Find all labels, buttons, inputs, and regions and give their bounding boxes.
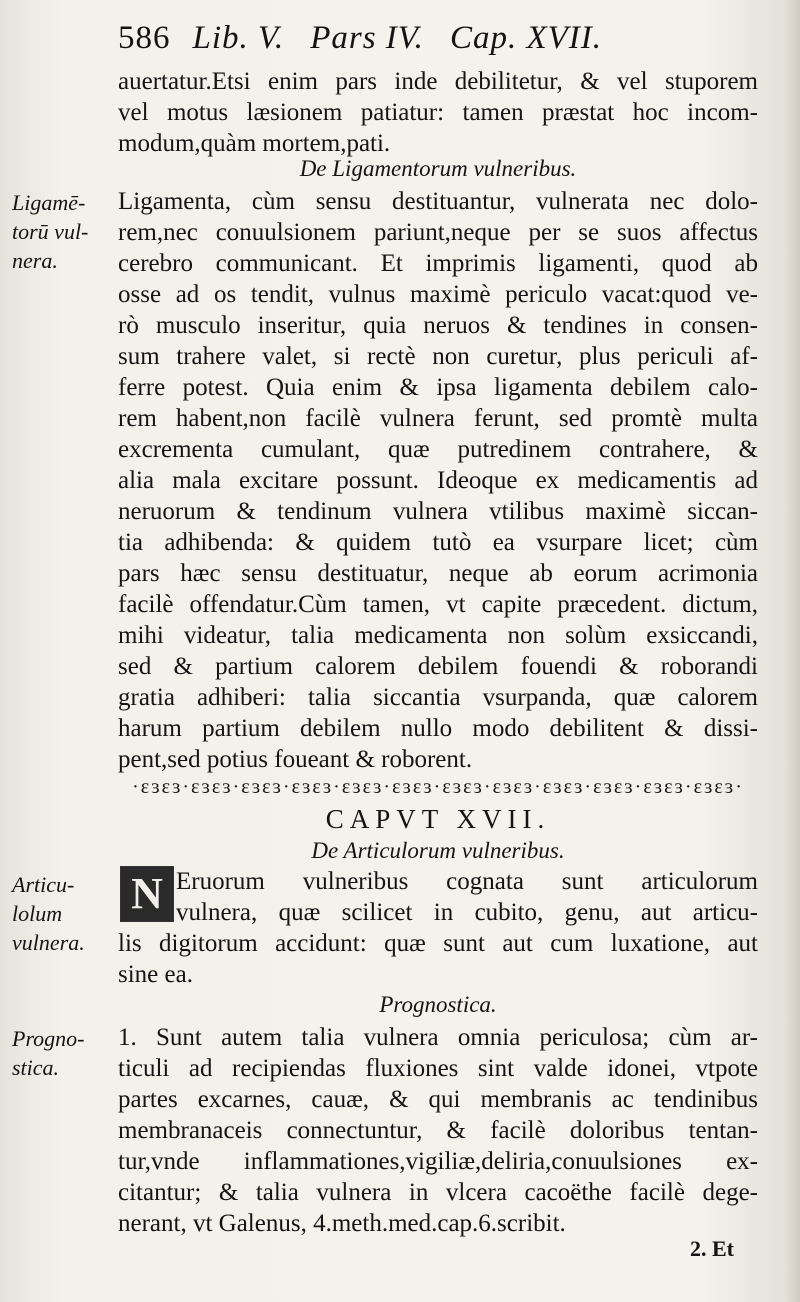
text-line: vulnera, quæ scilicet in cubito, genu, aut articu- [176, 899, 758, 926]
text-line: sed & partium calorem debilem fouendi & roborandi [118, 653, 758, 680]
running-head-part: Pars IV. [310, 20, 424, 56]
paragraph-continuation [118, 66, 758, 159]
paragraph-joints [118, 928, 758, 990]
text-line: pent,sed potius foueant & roborent. [118, 746, 473, 773]
text-line: Ligamenta, cùm sensu destituantur, vulnerata nec dolo- [118, 188, 758, 215]
text-line: alia mala excitare possunt. Ideoque ex medicamentis ad [118, 467, 758, 494]
text-line: 1. Sunt autem talia vulnera omnia periculosa; cùm ar- [118, 1024, 758, 1051]
chapter-subtitle: De Articulorum vulneribus. [311, 838, 565, 863]
text-line: rem habent,non facilè vulnera ferunt, sed promtè multa [118, 405, 758, 432]
margin-note-line: vulnera. [12, 930, 85, 955]
text-line: rò musculo inseritur, quia neruos & tendines in consen- [118, 312, 758, 339]
text-line: partes excarnes, cauæ, & qui membranis ac tendinibus [118, 1086, 758, 1113]
catchword: 2. Et [690, 1236, 734, 1261]
text-line: sum trahere valet, si rectè non curetur, plus periculi af- [118, 343, 758, 370]
text-line: modum,quàm mortem,pati. [118, 130, 391, 157]
text-line: vel motus læsionem patiatur: tamen præstat hoc incom- [118, 99, 758, 126]
margin-note-line: lolum [12, 901, 63, 926]
drop-cap: N [120, 866, 174, 922]
text-line: mihi videatur, talia medicamenta non solùm exsiccandi, [118, 622, 758, 649]
running-head-book: Lib. V. [192, 20, 285, 56]
text-line: ferre potest. Quia enim & ipsa ligamenta debilem calo- [118, 374, 758, 401]
text-line: osse ad os tendit, vulnus maximè periculo vacat:quod ve- [118, 281, 758, 308]
margin-note-line: Progno- [12, 1026, 85, 1051]
text-line: neruorum & tendinum vulnera vtilibus maximè siccan- [118, 498, 758, 525]
margin-note-line: Ligamē- [12, 190, 86, 215]
text-line: auertatur.Etsi enim pars inde debilitetur, & vel stuporem [118, 68, 758, 95]
margin-note-line: Articu- [12, 872, 75, 897]
chapter-heading: CAPVT XVII. [325, 804, 551, 834]
subheading-prognostics: Prognostica. [379, 992, 497, 1017]
text-line: gratia adhiberi: talia siccantia vsurpanda, quæ calorem [118, 684, 758, 711]
margin-note-prognostics [12, 1024, 114, 1082]
text-line: rem,nec conuulsionem pariunt,neque per se suos affectus [118, 219, 758, 246]
text-line: lis digitorum accidunt: quæ sunt aut cum luxatione, aut [118, 930, 758, 957]
text-line: excrementa cumulant, quæ putredinem contrahere, & [118, 436, 758, 463]
margin-note-line: torū vul- [12, 219, 89, 244]
running-head [118, 20, 758, 57]
text-line: nerant, vt Galenus, 4.meth.med.cap.6.scribit. [118, 1210, 566, 1237]
text-line: Eruorum vulneribus cognata sunt articulorum [176, 868, 758, 895]
ornament-divider: ·ɛɜɛɜ·ɛɜɛɜ·ɛɜɛɜ·ɛɜɛɜ·ɛɜɛɜ·ɛɜɛɜ·ɛɜɛɜ·ɛɜɛɜ·ɛɜɛɜ·ɛɜɛɜ·ɛɜɛɜ·ɛɜɛɜ· [132, 776, 744, 798]
paragraph-prognostics [118, 1022, 758, 1239]
text-line: cerebro communicant. Et imprimis ligamenti, quod ab [118, 250, 758, 277]
margin-note-ligaments [12, 188, 114, 275]
text-line: tia adhibenda: & quidem tutò ea vsurpare licet; cùm [118, 529, 758, 556]
text-line: harum partium debilem nullo modo debilitent & dissi- [118, 715, 758, 742]
paragraph-joints-indented [176, 866, 758, 928]
text-line: sine ea. [118, 961, 193, 988]
margin-note-line: nera. [12, 248, 58, 273]
text-line: facilè offendatur.Cùm tamen, vt capite præcedent. dictum, [118, 591, 758, 618]
paragraph-ligaments [118, 186, 758, 775]
running-head-chapter: Cap. XVII. [449, 20, 602, 56]
text-line: pars hæc sensu destituatur, neque ab eorum acrimonia [118, 560, 758, 587]
subheading-ligaments: De Ligamentorum vulneribus. [299, 156, 577, 181]
text-line: ticuli ad recipiendas fluxiones sint valde idonei, vtpote [118, 1055, 758, 1082]
margin-note-line: stica. [12, 1055, 60, 1080]
text-line: tur,vnde inflammationes,vigiliæ,deliria,conuulsiones ex- [118, 1148, 758, 1175]
text-line: citantur; & talia vulnera in vlcera cacoëthe facilè dege- [118, 1179, 758, 1206]
text-line: membranaceis connectuntur, & facilè doloribus tentan- [118, 1117, 758, 1144]
page-number: 586 [118, 20, 171, 56]
margin-note-joints [12, 870, 114, 957]
